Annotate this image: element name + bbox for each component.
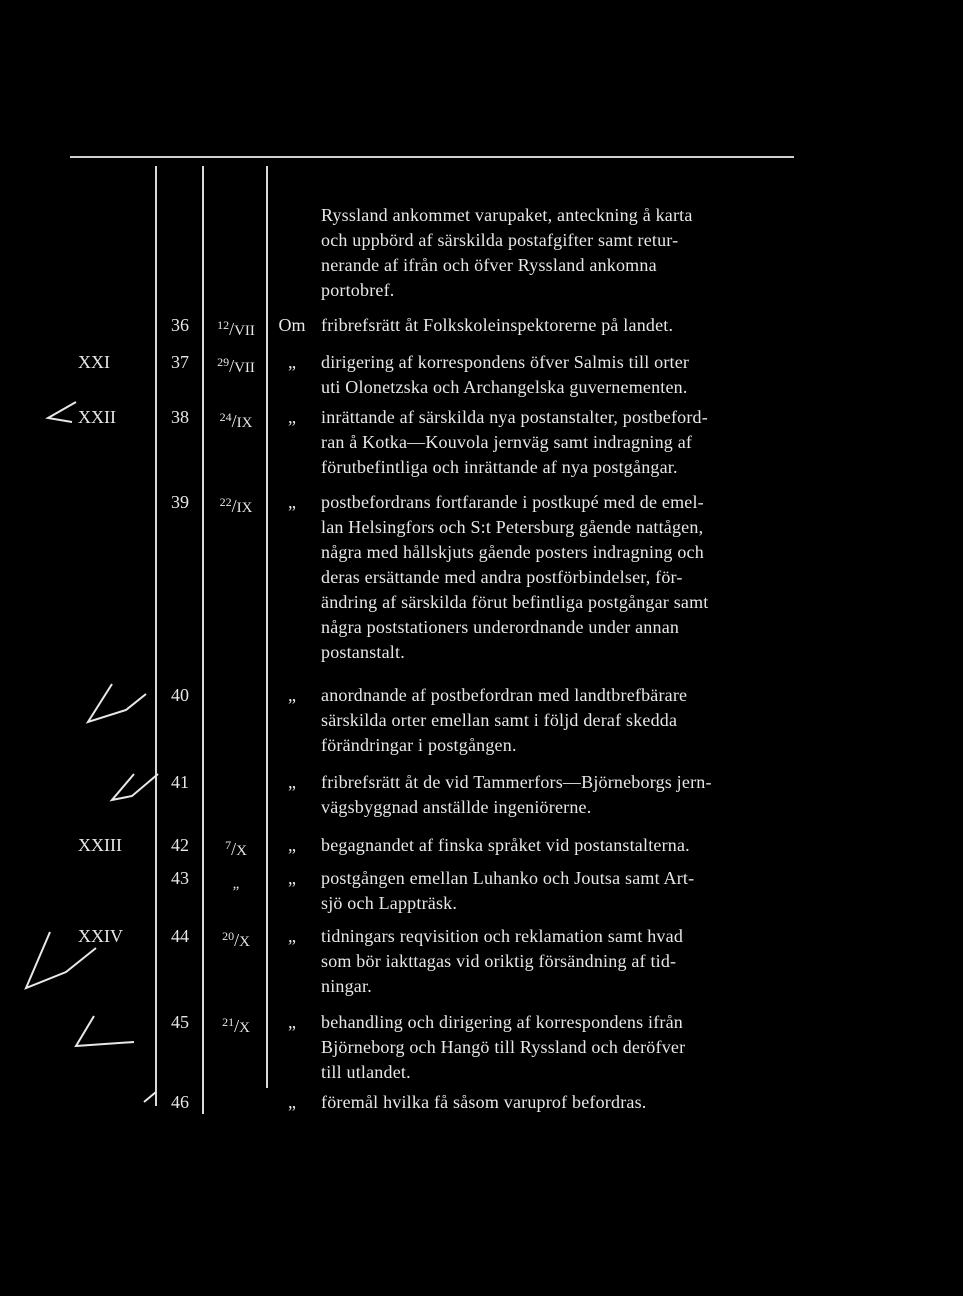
entry-date	[208, 313, 264, 344]
ditto-mark: „	[288, 926, 296, 946]
description-line: ningar.	[321, 976, 372, 996]
description-line: lan Helsingfors och S:t Petersburg gående nattågen,	[321, 517, 704, 537]
entry-number: 45	[171, 1012, 189, 1032]
entry-description	[321, 313, 797, 338]
section-roman-numeral: XXII	[78, 407, 116, 427]
ditto-mark: „	[288, 1092, 296, 1112]
entry-date	[208, 350, 264, 381]
description-line: postanstalt.	[321, 642, 405, 662]
entry-description	[321, 405, 797, 480]
date-slash: /	[234, 930, 240, 950]
date-slash: /	[229, 356, 235, 376]
entry-number: 38	[171, 407, 189, 427]
entry-date	[208, 490, 264, 521]
entry-number: 41	[171, 772, 189, 792]
entry-number: 37	[171, 352, 189, 372]
handwritten-checkmark	[82, 680, 152, 730]
description-line: fribrefsrätt åt Folkskoleinspektorerne på landet.	[321, 315, 674, 335]
entry-date	[208, 924, 264, 955]
date-day: 29	[217, 355, 230, 369]
top-rule	[70, 156, 794, 158]
description-line: fribrefsrätt åt de vid Tammerfors—Björneborgs jern-	[321, 772, 712, 792]
description-line: behandling och dirigering af korrespondens ifrån	[321, 1012, 683, 1032]
description-line: inrättande af särskilda nya postanstalter, postbeford-	[321, 407, 708, 427]
section-roman-numeral: XXI	[78, 352, 110, 372]
ditto-mark: „	[288, 352, 296, 372]
entry-date	[208, 866, 264, 897]
column-divider-2	[202, 166, 204, 1114]
ditto-mark: „	[288, 772, 296, 792]
entry-description	[321, 866, 797, 916]
column-divider-3	[266, 166, 268, 1088]
handwritten-checkmark	[140, 1090, 160, 1106]
description-line: särskilda orter emellan samt i följd deraf skedda	[321, 710, 678, 730]
description-line: några poststationers underordnande under annan	[321, 617, 680, 637]
description-line: ändring af särskilda förut befintliga postgångar samt	[321, 592, 709, 612]
description-line: Björneborg och Hangö till Ryssland och deröfver	[321, 1037, 686, 1057]
entry-number: 43	[171, 868, 189, 888]
date-month: IX	[236, 415, 253, 431]
date-day: 7	[225, 838, 232, 852]
description-line: begagnandet af finska språket vid postanstalterna.	[321, 835, 690, 855]
intro-line: portobref.	[321, 280, 395, 300]
date-day: 20	[222, 929, 235, 943]
entry-description	[321, 770, 797, 820]
description-line: deras ersättande med andra postförbindelser, för-	[321, 567, 683, 587]
entry-description	[321, 683, 797, 758]
date-day: 12	[217, 318, 230, 332]
description-line: föremål hvilka få såsom varuprof befordras.	[321, 1092, 647, 1112]
date-month: X	[236, 843, 247, 859]
date-slash: /	[231, 839, 237, 859]
date-month: IX	[236, 500, 253, 516]
ditto-mark: „	[288, 407, 296, 427]
entry-description	[321, 1090, 797, 1115]
intro-paragraph	[321, 203, 797, 303]
intro-line: nerande af ifrån och öfver Ryssland ankomna	[321, 255, 657, 275]
description-line: uti Olonetzska och Archangelska guvernementen.	[321, 377, 688, 397]
ditto-mark: „	[288, 835, 296, 855]
entry-description	[321, 924, 797, 999]
date-slash: /	[231, 496, 237, 516]
handwritten-checkmark	[70, 1012, 140, 1052]
date-month: VII	[234, 323, 255, 339]
entry-number: 39	[171, 492, 189, 512]
date-month: VII	[234, 360, 255, 376]
description-line: dirigering af korrespondens öfver Salmis till orter	[321, 352, 690, 372]
ditto-mark: „	[288, 685, 296, 705]
description-line: postgången emellan Luhanko och Joutsa samt Art-	[321, 868, 695, 888]
date-slash: /	[229, 319, 235, 339]
entry-date	[208, 1010, 264, 1041]
entry-description	[321, 1010, 797, 1085]
ditto-mark: „	[288, 868, 296, 888]
intro-line: och uppbörd af särskilda postafgifter samt retur-	[321, 230, 679, 250]
date-slash: /	[231, 411, 237, 431]
date-month: X	[239, 1020, 250, 1036]
date-month: X	[239, 934, 250, 950]
intro-line: Ryssland ankommet varupaket, anteckning å karta	[321, 205, 693, 225]
description-line: postbefordrans fortfarande i postkupé med de emel-	[321, 492, 704, 512]
ditto-mark: „	[288, 492, 296, 512]
entry-description	[321, 833, 797, 858]
description-line: sjö och Lappträsk.	[321, 893, 458, 913]
description-line: till utlandet.	[321, 1062, 411, 1082]
description-line: ran å Kotka—Kouvola jernväg samt indragning af	[321, 432, 693, 452]
date-day: 22	[219, 495, 232, 509]
ditto-mark: „	[288, 1012, 296, 1032]
date-day: 21	[222, 1015, 235, 1029]
section-roman-numeral: XXIII	[78, 835, 122, 855]
entry-date	[208, 405, 264, 436]
entry-description	[321, 350, 797, 400]
column-divider-1	[155, 166, 157, 1106]
description-line: tidningars reqvisition och reklamation samt hvad	[321, 926, 684, 946]
entry-number: 36	[171, 315, 189, 335]
entry-date	[208, 833, 264, 864]
section-roman-numeral: XXIV	[78, 926, 123, 946]
entry-number: 46	[171, 1092, 189, 1112]
entry-number: 40	[171, 685, 189, 705]
description-line: vägsbyggnad anställde ingeniörerne.	[321, 797, 592, 817]
handwritten-checkmark	[40, 398, 80, 428]
ditto-mark: Om	[278, 315, 306, 335]
description-line: som bör iakttagas vid oriktig försändning af tid-	[321, 951, 677, 971]
date-day: 24	[219, 410, 232, 424]
date-slash: /	[234, 1016, 240, 1036]
description-line: några med hållskjuts gående posters indragning och	[321, 542, 704, 562]
description-line: anordnande af postbefordran med landtbrefbärare	[321, 685, 688, 705]
entry-description	[321, 490, 797, 665]
handwritten-checkmark	[20, 928, 100, 994]
entry-number: 44	[171, 926, 189, 946]
date-month: „	[232, 876, 240, 892]
entry-number: 42	[171, 835, 189, 855]
description-line: förändringar i postgången.	[321, 735, 517, 755]
description-line: förutbefintliga och inrättande af nya postgångar.	[321, 457, 678, 477]
handwritten-checkmark	[104, 770, 162, 806]
